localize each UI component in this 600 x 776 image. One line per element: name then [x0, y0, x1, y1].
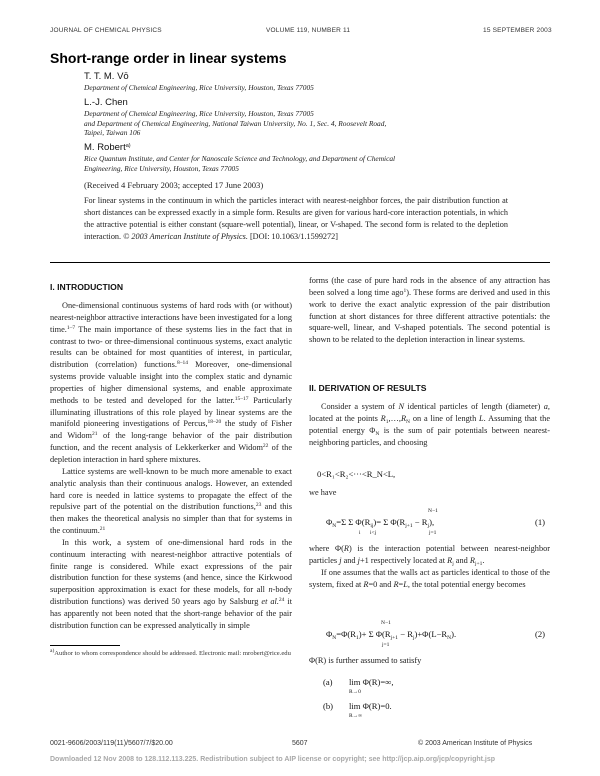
- affiliation-1: Department of Chemical Engineering, Rice University, Houston, Texas 77005: [84, 83, 314, 92]
- doi-link[interactable]: [DOI: 10.1063/1.1599272]: [249, 231, 338, 241]
- author-name-3: M. Robert$^{a)}$: [84, 142, 131, 153]
- condition-b: lim Φ(R)=0.: [349, 701, 392, 711]
- condition-a-label: (a): [323, 677, 333, 687]
- section-heading-derivation: II. DERIVATION OF RESULTS: [309, 383, 427, 393]
- we-have-text: we have: [309, 488, 337, 497]
- intro-text: [50, 300, 292, 632]
- condition-a-limit: R→0: [349, 689, 361, 695]
- article-title: Short-range order in linear systems: [50, 50, 287, 66]
- equation-1: $\Phi_N=\Sigma$ Σ $\Phi(R_{ij})= \Sigma$ $\Phi(R_{j+1} - R_j)$,: [326, 517, 435, 529]
- ordering-inequality: 0<R₁<R₂<···<R_N<L,: [317, 469, 396, 479]
- author-name-1: T. T. M. Vō: [84, 71, 129, 82]
- equation-2-sum-upper: N−1: [381, 620, 391, 626]
- volume-number: VOLUME 119, NUMBER 11: [266, 27, 351, 34]
- publisher-copyright: © 2003 American Institute of Physics: [418, 740, 533, 747]
- footnote: $^{a)}$Author to whom correspondence should be addressed. Electronic mail: mrobert@rice.edu: [50, 648, 291, 657]
- derivation-paragraph-1: Consider a system of N identical particles of length (diameter) a, located at the points $R_1,\dots,R_N$ on a line of length L. Assuming that the potential energy $\Phi_N$ is the sum of pair potentials between nearest-neighboring particles, and choosing: [309, 402, 550, 447]
- equation-1-number: (1): [535, 517, 546, 527]
- derivation-paragraph-2: where Φ(R) is the interaction potential between nearest-neighbor particles j and j+1 respectively located at $R_j$ and $R_{j+1}$. If one assumes that the walls act as particles identical to those of the system, fixed at R=0 and R=L, the total potential energy becomes: [309, 544, 551, 589]
- page-number: 5607: [292, 740, 308, 747]
- condition-a: lim Φ(R)=∞,: [349, 677, 394, 687]
- intro-paragraph-3-continued: forms (the case of pure hard rods in the absence of any attraction has been solved a long time ago$^1$). These forms are derived and used in this work to derive the exact analytic expression of the pair distribution function at short distances for three different attractive potentials: the square-well, linear, and V-shaped potentials. The second potential is shown to be related to the depletion interaction in linear systems.: [309, 276, 550, 345]
- abstract: For linear systems in the continuum in which the particles interact with nearest-neighbor forces, the pair distribution function at short distances can be expressed exactly in a simple form. Results are given for various hard-core interaction potentials, in which the attractive potential is either constant (square-well potential), linear, or V-shaped. The second form is related to the depletion interaction. © 2003 American Institute of Physics. [DOI: 10.1063/1.1599272]: [84, 196, 508, 241]
- intro-paragraph-1: One-dimensional continuous systems of hard rods with (or without) nearest-neighbor attractive interactions have been investigated for a long time.$^{1-7}$ The main importance of these systems lies in the fact that in contrast to two- or three-dimensional continuous systems, exact analytic results can be obtained for most quantities of interest, in particular, distribution (correlation) functions.$^{8-14}$ Moreover, one-dimensional systems provide valuable insight into the complex static and dynamic properties of higher dimensional systems, and enable approximate methods to be tested and developed for the latter.$^{15-17}$ Particularly illuminating illustrations of this role played by linear systems are the manifold pioneering investigations of Percus,$^{18-20}$ the study of Fisher and Widom$^{21}$ of the long-range behavior of the pair distribution function, and the recent analysis of Lekkerkerker and Widom$^{22}$ of the depletion interaction in hard sphere mixtures.: [50, 301, 293, 464]
- author-name-2: L.-J. Chen: [84, 97, 128, 108]
- right-column-opening: [309, 275, 550, 346]
- affiliation-3: Rice Quantum Institute, and Center for Nanoscale Science and Technology, and Department of Chemical Engineering, Rice University, Houston, Texas 77005: [84, 154, 396, 173]
- received-dates: (Received 4 February 2003; accepted 17 June 2003): [84, 180, 264, 190]
- intro-paragraph-2: Lattice systems are well-known to be much more amenable to exact analytic analysis than their continuous analogs. However, an extended hard core is needed in lattice systems to propagate the effect of the repulsive part of the potential on the distribution functions,$^{23}$ and this then makes the theoretical analysis no simpler than that for systems in the continuum.$^{21}$: [50, 466, 292, 536]
- journal-name: JOURNAL OF CHEMICAL PHYSICS: [50, 27, 162, 34]
- section-heading-introduction: I. INTRODUCTION: [50, 282, 124, 292]
- equation-2-number: (2): [535, 629, 546, 639]
- condition-b-limit: R→∞: [349, 713, 363, 719]
- download-notice: Downloaded 12 Nov 2008 to 128.112.113.225. Redistribution subject to AIP license or copyright; see http://jcp.aip.org/jcp/copyright.jsp: [50, 756, 496, 763]
- equation-1-sum-lower-i: i: [359, 530, 361, 536]
- equation-2: $\Phi_N=\Phi(R_1)+ \Sigma$ $\Phi(R_{j+1} - R_j)+\Phi(L-R_N)$.: [326, 629, 457, 641]
- copyright-notice: © 2003 American Institute of Physics.: [123, 231, 248, 241]
- abstract-divider: [50, 262, 550, 263]
- article-code: 0021-9606/2003/119(11)/5607/7/$20.00: [50, 740, 173, 747]
- affiliation-2: Department of Chemical Engineering, Rice University, Houston, Texas 77005 and Department of Chemical Engineering, National Taiwan University, No. 1, Sec. 4, Roosevelt Road, Taipei, Taiwan 106: [84, 109, 387, 138]
- intro-paragraph-3: In this work, a system of one-dimensional hard rods in the continuum interacting with nearest-neighbor attractive potentials of finite range is considered. While exact expressions of the pair distribution function for these systems (and hence, since the Kirkwood superposition approximation is exact for these models, for all n-body distribution functions) was derived 50 years ago by Salsburg et al.$^{24}$ it has apparently not been noted that the short-range behavior of the pair distribution function can be expressed analytically in simple: [50, 537, 293, 630]
- equation-1-sum-upper: N−1: [428, 508, 438, 514]
- derivation-paragraph-4: Φ(R) is further assumed to satisfy: [309, 656, 422, 665]
- equation-2-sum-lower: j=1: [382, 642, 390, 648]
- condition-b-label: (b): [323, 701, 334, 711]
- issue-date: 15 SEPTEMBER 2003: [483, 27, 552, 34]
- footnote-divider: [50, 645, 120, 646]
- equation-1-sum-lower-ij: i<j: [370, 530, 377, 536]
- equation-1-sum-lower-j: j=1: [429, 530, 437, 536]
